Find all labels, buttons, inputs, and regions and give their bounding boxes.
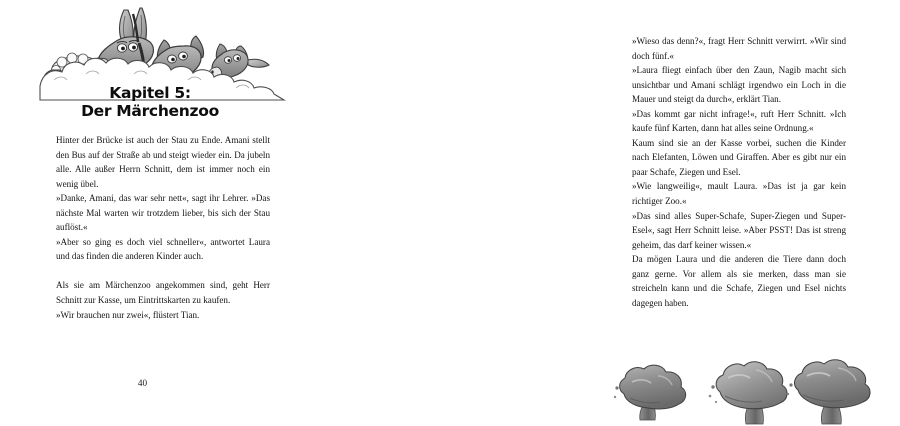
left-page-body-text — [56, 133, 270, 322]
tree-left — [614, 365, 686, 420]
page-number: 40 — [137, 378, 148, 388]
tree-right — [787, 360, 870, 424]
paragraph: Hinter der Brücke ist auch der Stau zu Ende. Amani stellt den Bus auf der Straße ab und steigt wieder ein. Da jubeln alle. Alle außer Herrn Schnitt, dem ist immer noch ein wenig übel. — [56, 135, 270, 189]
right-page — [300, 0, 846, 426]
goat-small-figure — [209, 44, 269, 78]
paragraph: Als sie am Märchenzoo angekommen sind, geht Herr Schnitt zur Kasse, um Eintrittskarten zu kaufen. — [56, 280, 270, 306]
paragraph: »Wir brauchen nur zwei«, flüstert Tian. — [56, 309, 200, 320]
left-page — [0, 0, 300, 426]
paragraph: »Das kommt gar nicht infrage!«, ruft Herr Schnitt. »Ich kaufe fünf Karten, dann hat alles seine Ordnung.« — [632, 108, 846, 134]
chapter-title: Der Märchenzoo — [81, 102, 219, 120]
paragraph: Kaum sind sie an der Kasse vorbei, suchen die Kinder nach Elefanten, Löwen und Giraffen. Aber es gibt nur ein paar Schafe, Ziegen und Esel. — [632, 137, 846, 177]
trees-illustration — [610, 358, 900, 426]
paragraph: »Das sind alles Super-Schafe, Super-Ziegen und Super-Esel«, sagt Herr Schnitt leise. »Aber PSST! Das ist streng geheim, das darf keiner wissen.« — [632, 210, 846, 250]
paragraph: Da mögen Laura und die anderen die Tiere dann doch ganz gerne. Vor allem als sie merken, dass man sie streicheln kann und die Schafe, Ziegen und Esel nichts dagegen haben. — [632, 254, 846, 308]
right-page-body-text — [632, 34, 846, 310]
paragraph: »Wieso das denn?«, fragt Herr Schnitt verwirrt. »Wir sind doch fünf.« — [632, 36, 846, 61]
chapter-heading — [0, 84, 300, 120]
paragraph: »Aber so ging es doch viel schneller«, antwortet Laura und das finden die anderen Kinder auch. — [56, 236, 270, 262]
paragraph: »Danke, Amani, das war sehr nett«, sagt ihr Lehrer. »Das nächste Mal warten wir trotzdem lieber, bis sich der Stau auflöst.« — [56, 193, 270, 233]
chapter-number-label: Kapitel 5: — [109, 84, 191, 102]
tree-middle — [709, 362, 787, 424]
paragraph: »Wie langweilig«, mault Laura. »Das ist ja gar kein richtiger Zoo.« — [632, 181, 846, 207]
paragraph: »Laura fliegt einfach über den Zaun, Nagib macht sich unsichtbar und Amani schlägt irgendwo ein Loch in die Mauer und steigt da durch«, erklärt Tian. — [632, 65, 846, 105]
